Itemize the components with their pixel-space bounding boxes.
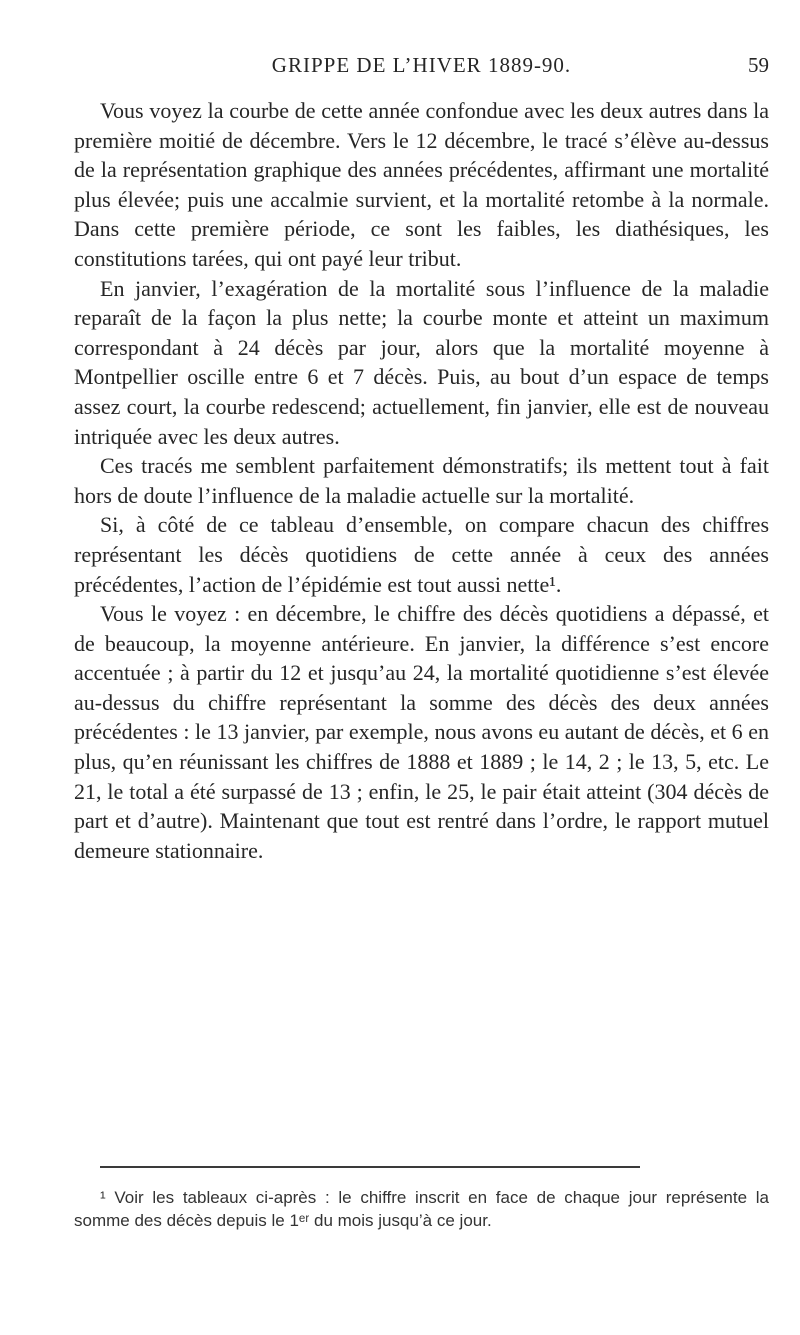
page-header [74, 46, 769, 86]
body-text [74, 96, 769, 865]
page-number: 59 [748, 53, 769, 77]
paragraph-2: En janvier, l’exagération de la mortalité sous l’influence de la maladie reparaît de la façon la plus nette; la courbe monte et atteint un maximum correspondant à 24 décès par jour, alors que la mortalité moyenne à Montpellier oscille entre 6 et 7 décès. Puis, au bout d’un espace de temps assez court, la courbe redescend; actuellement, fin janvier, elle est de nouveau intriquée avec les deux autres. [74, 275, 769, 449]
running-title: GRIPPE DE L’HIVER 1889-90. [271, 53, 572, 77]
footnote: ¹ Voir les tableaux ci-après : le chiffre inscrit en face de chaque jour représente la somme des décès depuis le 1ᵉʳ du mois jusqu’à ce jour. [74, 1188, 769, 1230]
paragraph-1: Vous voyez la courbe de cette année confondue avec les deux autres dans la première moitié de décembre. Vers le 12 décembre, le tracé s’élève au-dessus de la représentation graphique des années précédentes, affirmant une mortalité plus élevée; puis une accalmie survient, et la mortalité retombe à la normale. Dans cette première période, ce sont les faibles, les diathésiques, les constitutions tarées, qui ont payé leur tribut. [74, 98, 769, 271]
paragraph-3: Ces tracés me semblent parfaitement démonstratifs; ils mettent tout à fait hors de doute l’influence de la maladie actuelle sur la mortalité. [74, 453, 769, 508]
paragraph-4: Si, à côté de ce tableau d’ensemble, on compare chacun des chiffres représentant les décès quotidiens de cette année à ceux des années précédentes, l’action de l’épidémie est tout aussi nette¹. [74, 512, 769, 597]
footnote-divider [100, 1166, 640, 1168]
paragraph-5: Vous le voyez : en décembre, le chiffre des décès quotidiens a dépassé, et de beaucoup, la moyenne antérieure. En janvier, la différence s’est encore accentuée ; à partir du 12 et jusqu’au 24, la mortalité quotidienne s’est élevée au-dessus du chiffre représentant la somme des décès des deux années précédentes : le 13 janvier, par exemple, nous avons eu autant de décès, et 6 en plus, qu’en réunissant les chiffres de 1888 et 1889 ; le 14, 2 ; le 13, 5, etc. Le 21, le total a été surpassé de 13 ; enfin, le 25, le pair était atteint (304 décès de part et d’autre). Maintenant que tout est rentré dans l’ordre, le rapport mutuel demeure stationnaire. [74, 601, 769, 863]
